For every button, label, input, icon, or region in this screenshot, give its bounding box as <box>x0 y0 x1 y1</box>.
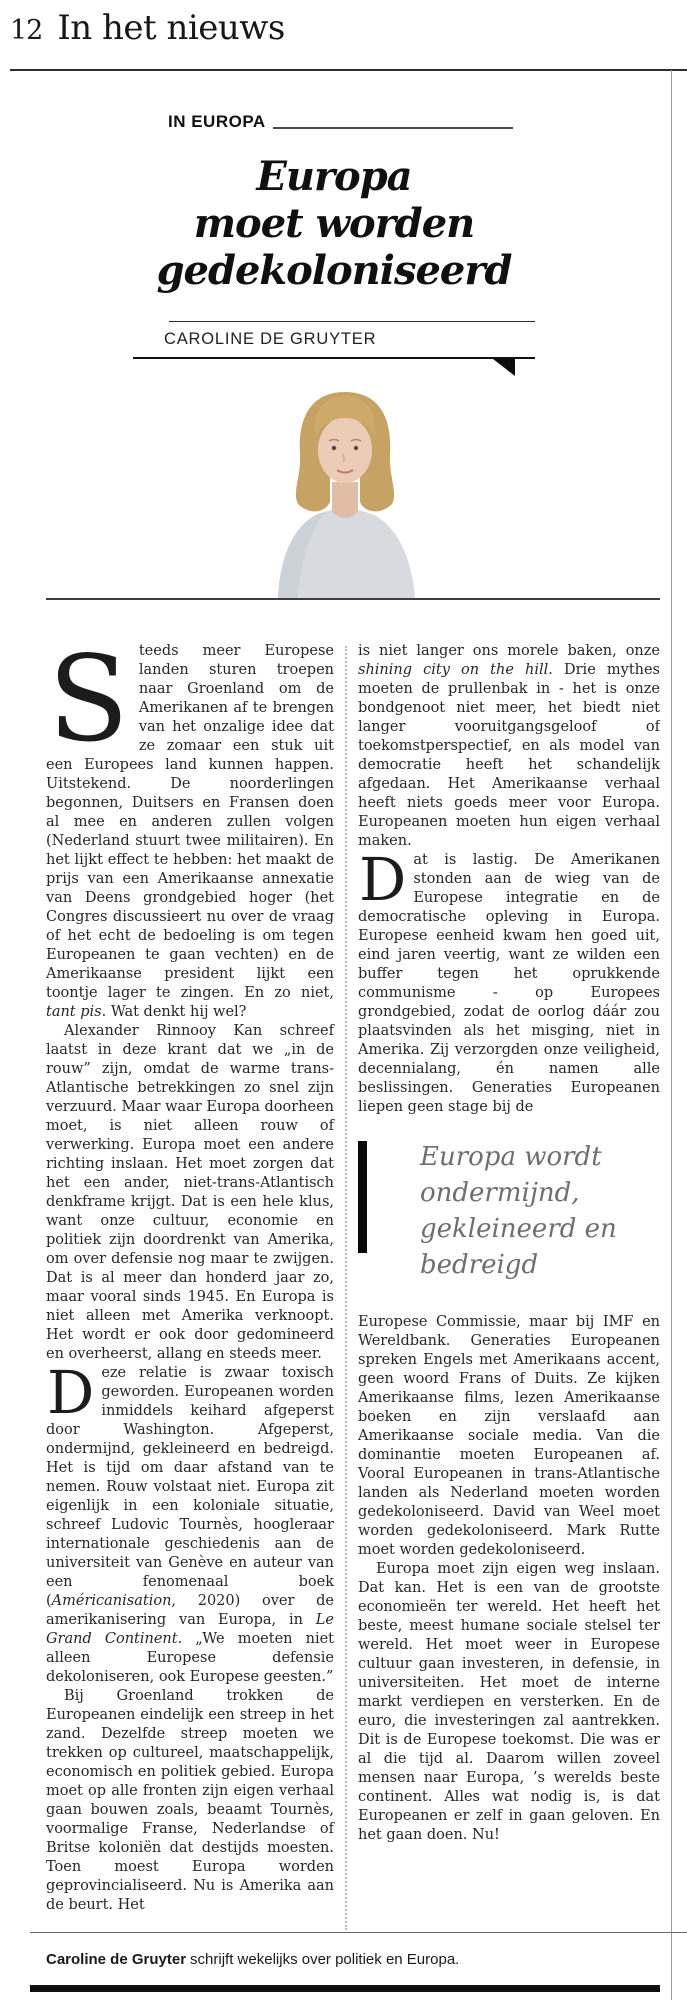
body-paragraph <box>46 1022 334 1364</box>
body-paragraph <box>358 845 660 1117</box>
byline <box>133 321 535 359</box>
pull-quote-bar <box>358 1141 367 1253</box>
footer-author: Caroline de Gruyter <box>46 1951 187 1968</box>
drop-cap: D <box>47 1358 95 1427</box>
pull-quote-line: bedreigd <box>420 1250 539 1280</box>
body-paragraph <box>358 642 660 851</box>
column-right <box>358 642 660 1930</box>
pull-quote-text <box>420 1139 660 1283</box>
body-paragraph <box>358 1560 660 1845</box>
byline-rule-bottom <box>133 357 535 359</box>
text-run: . Drie mythes moeten de prullenbak in - het is onze bondgenoot niet meer, het biedt niet langer vooruitgangsgeloof of toekomstperspectief, en als model van democratie heeft het schandelijk afgedaan. Het Amerikaanse verhaal heeft niets goeds meer voor Europa. Europeanen moeten hun eigen verhaal maken. <box>358 662 660 849</box>
text-run: tant pis <box>46 1004 102 1020</box>
article-header <box>133 112 535 359</box>
article-headline <box>133 153 535 294</box>
footer-thick-bar <box>30 1985 660 1992</box>
text-run: teeds meer Europese landen sturen troepen naar Groenland om de Amerikanen af te brengen van het onzalige idee dat ze zomaar een stuk uit een Europees land kunnen happen. Uitstekend. De noorderlingen begonnen, Duitsers en Fransen doen al mee en anderen zullen volgen (Nederland stuurt twee militairen). En het lijkt effect te hebben: het maakt de prijs van een Amerikaanse annexatie van Deens grondgebied hoger (het Congres discussieert nu over de vraag of het echt de bedoeling is om tegen Europeanen te gaan vechten) en de Amerikaanse president lijkt een toontje lager te zingen. En zo niet, <box>46 643 334 1001</box>
drop-cap: S <box>48 642 129 768</box>
text-run: Le Grand Continent <box>46 1612 334 1647</box>
text-run: shining city on the hill <box>358 662 549 678</box>
footer-rule-thin <box>30 1932 687 1933</box>
page-number: 12 <box>10 15 43 46</box>
headline-line: moet worden <box>193 200 475 247</box>
text-run: Bij Groenland trokken de Europeanen eindelijk een streep in het zand. Dezelfde streep moeten we trekken op cultureel, maatschappelijk, economisch en politiek gebied. Europa moet op alle fronten zijn eigen verhaal gaan bouwen zoals, beaamt Tournès, voormalige Franse, Nederlandse of Britse koloniën dat destijds moesten. Toen moest Europa worden geprovincialiseerd. Nu is Amerika aan de beurt. Het <box>46 1688 334 1913</box>
section-title: In het nieuws <box>57 8 285 48</box>
kicker-rule <box>273 127 513 129</box>
column-divider <box>345 646 347 1930</box>
text-run: . „We moeten niet alleen Europese defensie dekoloniseren, ook Europese geesten.” <box>46 1631 334 1685</box>
body-paragraph <box>46 642 334 1022</box>
body-paragraph <box>46 1358 334 1687</box>
page-edge-rule <box>671 70 672 2000</box>
kicker-row <box>168 112 513 132</box>
footer-text: schrijft wekelijks over politiek en Europa. <box>190 1951 460 1968</box>
kicker: IN EUROPA <box>168 112 266 131</box>
author-portrait-image <box>240 374 450 598</box>
author-name: CAROLINE DE GRUYTER <box>164 329 377 348</box>
pull-quote-line: ondermijnd, <box>420 1178 580 1208</box>
author-portrait <box>240 374 450 598</box>
text-run: Europese Commissie, maar bij IMF en Wereldbank. Generaties Europeanen spreken Engels met Amerikaans accent, geen woord Frans of Duits. Ze kijken Amerikaanse films, lezen Amerikaanse boeken en zijn verslaafd aan Amerikaanse sociale media. Van die dominantie moeten Europeanen af. Vooral Europeanen in trans-Atlantische landen als Nederland moeten worden gedekoloniseerd. David van Weel moet worden gedekoloniseerd. Mark Rutte moet worden gedekoloniseerd. <box>358 1314 660 1558</box>
article-body <box>46 642 660 1930</box>
headline-line: gedekoloniseerd <box>156 247 512 294</box>
body-paragraph <box>46 1687 334 1915</box>
text-run: Europa moet zijn eigen weg inslaan. Dat kan. Het is een van de grootste economieën ter wereld. Het heeft het beste, meest humane sociale stelsel ter wereld. Het moet weer in Europese cultuur gaan investeren, in defensie, in universiteiten. Het moet de interne markt verdiepen en versterken. En de euro, die investeringen zal aantrekken. Dit is de Europese toekomst. Die was er al die tijd al. Daarom willen zoveel mensen naar Europa, ’s werelds beste continent. Alles wat nodig is, is dat Europeanen er zelf in gaan geloven. En het gaan doen. Nu! <box>358 1561 660 1843</box>
text-run: Américanisation <box>51 1593 172 1609</box>
photo-bottom-rule <box>46 598 660 600</box>
text-run: eze relatie is zwaar toxisch geworden. Europeanen worden inmiddels keihard afgeperst door Washington. Afgeperst, ondermijnd, gekleineerd en bedreigd. Het is tijd om daar afstand van te nemen. Rouw volstaat niet. Europa zit eigenlijk in een koloniale situatie, schreef Ludovic Tournès, hoogleraar internationale geschiedenis aan de universiteit van Genève en auteur van een fenomenaal boek ( <box>46 1365 334 1609</box>
pull-quote <box>358 1135 660 1287</box>
text-run: is niet langer ons morele baken, onze <box>358 643 660 659</box>
drop-cap: D <box>359 845 407 914</box>
top-rule <box>10 69 687 71</box>
text-run: , 2020) over de amerikanisering van Europa, in <box>46 1593 334 1628</box>
footer-note <box>46 1951 459 1968</box>
page-header <box>10 8 285 48</box>
text-run: Alexander Rinnooy Kan schreef laatst in deze krant dat we „in de rouw” zijn, omdat de warme trans-Atlantische betrekkingen zo snel zijn verzuurd. Maar waar Europa doorheen moet, is niet alleen rouw of verwerking. Europa moet een andere richting inslaan. Het moet zorgen dat het een ander, niet-trans-Atlantisch denkframe krijgt. Dat is een hele klus, want onze cultuur, economie en politiek zijn doordrenkt van Amerika, om over defensie nog maar te zwijgen. Dat is al meer dan honderd jaar zo, maar vooral sinds 1945. En Europa is niet alleen met Amerika verknoopt. Het wordt er ook door gedomineerd en overheerst, allang en steeds meer. <box>46 1023 335 1362</box>
text-run: at is lastig. De Amerikanen stonden aan de wieg van de Europese integratie en de democratische opleving in Europa. Europese eenheid kwam hen goed uit, eind jaren veertig, want ze wilden een buffer tegen het oprukkende communisme - op Europees grondgebied, zodat de oorlog dáár zou plaatsvinden als het misging, niet in Amerika. Zij verzorgden onze veiligheid, decennialang, én namen alle beslissingen. Generaties Europeanen liepen geen stage bij de <box>358 852 660 1115</box>
headline-line: Europa <box>256 153 412 200</box>
body-paragraph <box>358 1313 660 1560</box>
text-run: . Wat denkt hij wel? <box>101 1004 247 1020</box>
byline-flag-triangle <box>493 359 515 376</box>
column-left <box>46 642 334 1930</box>
pull-quote-line: gekleineerd en <box>420 1214 617 1244</box>
pull-quote-line: Europa wordt <box>420 1142 602 1172</box>
